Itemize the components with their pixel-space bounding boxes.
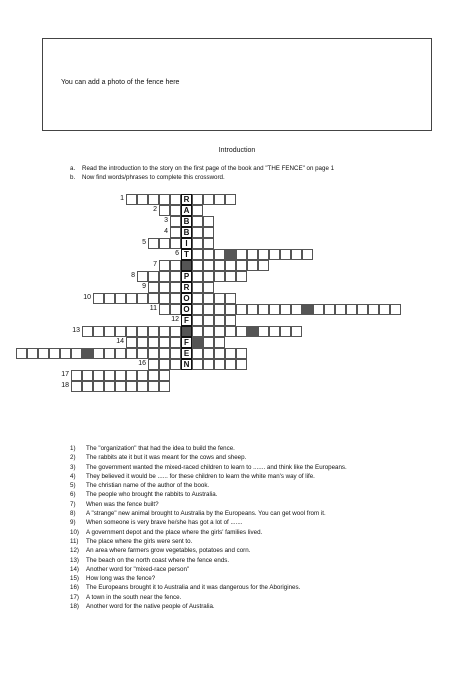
clue-item <box>70 463 356 472</box>
clue-number: 7) <box>70 500 76 508</box>
answer-cell[interactable] <box>192 216 203 227</box>
clue-row-number: 18 <box>61 382 69 389</box>
answer-cell[interactable] <box>159 271 170 282</box>
clue-number: 3) <box>70 463 76 471</box>
clue-text: A government depot and the place where the girls' families lived. <box>86 528 263 536</box>
clue-item <box>70 444 356 453</box>
answer-cell[interactable] <box>148 337 159 348</box>
answer-cell[interactable] <box>170 293 181 304</box>
clue-text: When someone is very brave he/she has got a lot of ....... <box>86 519 243 527</box>
clue-number: 16) <box>70 584 79 592</box>
answer-cell[interactable] <box>203 216 214 227</box>
answer-cell[interactable] <box>236 359 247 370</box>
answer-cell[interactable] <box>192 293 203 304</box>
shaded-cell <box>181 260 192 271</box>
answer-cell[interactable] <box>214 271 225 282</box>
answer-cell[interactable] <box>159 293 170 304</box>
answer-cell[interactable] <box>269 326 280 337</box>
answer-cell[interactable] <box>148 326 159 337</box>
clue-text: The christian name of the author of the book. <box>86 482 210 490</box>
clue-text: The people who brought the rabbits to Australia. <box>86 491 218 499</box>
clue-item <box>70 490 356 499</box>
answer-cell[interactable] <box>236 249 247 260</box>
answer-cell[interactable] <box>225 348 236 359</box>
answer-cell[interactable] <box>236 260 247 271</box>
clue-row-number: 6 <box>175 250 179 257</box>
answer-cell[interactable] <box>170 271 181 282</box>
answer-cell[interactable] <box>82 370 93 381</box>
answer-cell[interactable] <box>258 326 269 337</box>
clue-text: When was the fence built? <box>86 500 159 508</box>
answer-cell[interactable] <box>192 238 203 249</box>
answer-cell[interactable] <box>137 293 148 304</box>
instruction-b <box>70 174 225 181</box>
answer-cell[interactable] <box>126 348 137 359</box>
answer-cell[interactable] <box>214 315 225 326</box>
shaded-cell <box>82 348 93 359</box>
answer-cell[interactable] <box>225 326 236 337</box>
answer-cell[interactable] <box>258 249 269 260</box>
clue-row-number: 5 <box>142 239 146 246</box>
answer-cell[interactable] <box>203 282 214 293</box>
key-letter-cell[interactable]: A <box>181 205 192 216</box>
clue-number: 13) <box>70 556 79 564</box>
answer-cell[interactable] <box>203 293 214 304</box>
answer-cell[interactable] <box>192 315 203 326</box>
answer-cell[interactable] <box>16 348 27 359</box>
clue-list <box>70 444 356 611</box>
answer-cell[interactable] <box>115 348 126 359</box>
answer-cell[interactable] <box>214 260 225 271</box>
clue-number: 14) <box>70 565 79 573</box>
answer-cell[interactable] <box>159 359 170 370</box>
answer-cell[interactable] <box>225 260 236 271</box>
answer-cell[interactable] <box>203 337 214 348</box>
answer-cell[interactable] <box>170 282 181 293</box>
clue-text: Another word for the native people of Australia. <box>86 603 215 611</box>
key-letter-cell[interactable]: F <box>181 337 192 348</box>
answer-cell[interactable] <box>148 194 159 205</box>
clue-item <box>70 518 356 527</box>
answer-cell[interactable] <box>82 326 93 337</box>
answer-cell[interactable] <box>192 304 203 315</box>
answer-cell[interactable] <box>148 359 159 370</box>
answer-cell[interactable] <box>159 304 170 315</box>
answer-cell[interactable] <box>126 293 137 304</box>
answer-cell[interactable] <box>148 370 159 381</box>
intro-title: Introduction <box>218 147 256 154</box>
clue-item <box>70 509 356 518</box>
answer-cell[interactable] <box>104 348 115 359</box>
answer-cell[interactable] <box>126 370 137 381</box>
answer-cell[interactable] <box>148 271 159 282</box>
key-letter-cell[interactable]: R <box>181 194 192 205</box>
answer-cell[interactable] <box>115 326 126 337</box>
answer-cell[interactable] <box>203 238 214 249</box>
answer-cell[interactable] <box>269 304 280 315</box>
instruction-text: Read the introduction to the story on the first page of the book and "THE FENCE" on page 1 <box>82 165 335 172</box>
answer-cell[interactable] <box>214 249 225 260</box>
answer-cell[interactable] <box>137 194 148 205</box>
answer-cell[interactable] <box>192 227 203 238</box>
answer-cell[interactable] <box>247 304 258 315</box>
clue-number: 8) <box>70 510 76 518</box>
instruction-mark: b. <box>70 174 76 181</box>
answer-cell[interactable] <box>148 282 159 293</box>
answer-cell[interactable] <box>346 304 357 315</box>
answer-cell[interactable] <box>324 304 335 315</box>
clue-text: A town in the south near the fence. <box>86 593 182 601</box>
answer-cell[interactable] <box>247 249 258 260</box>
answer-cell[interactable] <box>236 271 247 282</box>
answer-cell[interactable] <box>291 304 302 315</box>
answer-cell[interactable] <box>137 370 148 381</box>
answer-cell[interactable] <box>170 227 181 238</box>
clue-number: 11) <box>70 537 79 545</box>
answer-cell[interactable] <box>379 304 390 315</box>
key-letter-cell[interactable]: R <box>181 282 192 293</box>
clue-number: 2) <box>70 454 76 462</box>
answer-cell[interactable] <box>148 238 159 249</box>
answer-cell[interactable] <box>214 194 225 205</box>
photo-placeholder-box <box>42 38 432 131</box>
answer-cell[interactable] <box>225 359 236 370</box>
clue-text: How long was the fence? <box>86 575 156 583</box>
answer-cell[interactable] <box>357 304 368 315</box>
answer-cell[interactable] <box>115 381 126 392</box>
answer-cell[interactable] <box>38 348 49 359</box>
clue-row-number: 4 <box>164 228 168 235</box>
clue-number: 5) <box>70 482 76 490</box>
answer-cell[interactable] <box>192 260 203 271</box>
shaded-cell <box>302 304 313 315</box>
answer-cell[interactable] <box>258 260 269 271</box>
answer-cell[interactable] <box>159 337 170 348</box>
clue-number: 12) <box>70 547 79 555</box>
answer-cell[interactable] <box>159 194 170 205</box>
answer-cell[interactable] <box>126 194 137 205</box>
shaded-cell <box>181 326 192 337</box>
clue-row-number: 1 <box>120 195 124 202</box>
answer-cell[interactable] <box>291 326 302 337</box>
instruction-mark: a. <box>70 165 76 172</box>
answer-cell[interactable] <box>203 348 214 359</box>
answer-cell[interactable] <box>115 293 126 304</box>
answer-cell[interactable] <box>225 194 236 205</box>
answer-cell[interactable] <box>104 293 115 304</box>
instruction-text: Now find words/phrases to complete this crossword. <box>82 174 225 181</box>
answer-cell[interactable] <box>93 326 104 337</box>
answer-cell[interactable] <box>280 304 291 315</box>
clue-text: Another word for "mixed-race person" <box>86 565 190 573</box>
answer-cell[interactable] <box>170 359 181 370</box>
answer-cell[interactable] <box>170 337 181 348</box>
answer-cell[interactable] <box>291 249 302 260</box>
answer-cell[interactable] <box>203 304 214 315</box>
answer-cell[interactable] <box>148 348 159 359</box>
clue-item <box>70 574 356 583</box>
answer-cell[interactable] <box>214 304 225 315</box>
key-letter-cell[interactable]: O <box>181 293 192 304</box>
answer-cell[interactable] <box>148 293 159 304</box>
answer-cell[interactable] <box>214 326 225 337</box>
answer-cell[interactable] <box>170 194 181 205</box>
key-letter-cell[interactable]: B <box>181 227 192 238</box>
answer-cell[interactable] <box>49 348 60 359</box>
clue-number: 17) <box>70 593 79 601</box>
answer-cell[interactable] <box>170 326 181 337</box>
answer-cell[interactable] <box>170 205 181 216</box>
answer-cell[interactable] <box>115 370 126 381</box>
answer-cell[interactable] <box>148 381 159 392</box>
answer-cell[interactable] <box>203 359 214 370</box>
answer-cell[interactable] <box>159 282 170 293</box>
answer-cell[interactable] <box>71 348 82 359</box>
shaded-cell <box>225 249 236 260</box>
clue-text: An area where farmers grow vegetables, potatoes and corn. <box>86 547 251 555</box>
answer-cell[interactable] <box>214 293 225 304</box>
key-letter-cell[interactable]: B <box>181 216 192 227</box>
clue-text: The rabbits ate it but it was meant for the cows and sheep. <box>86 454 247 462</box>
answer-cell[interactable] <box>203 271 214 282</box>
clue-row-number: 17 <box>61 371 69 378</box>
answer-cell[interactable] <box>192 282 203 293</box>
answer-cell[interactable] <box>93 348 104 359</box>
answer-cell[interactable] <box>137 326 148 337</box>
answer-cell[interactable] <box>71 381 82 392</box>
clue-text: The government wanted the mixed-raced children to learn to ....... and think like the Europeans. <box>86 463 347 471</box>
clue-item <box>70 500 356 509</box>
answer-cell[interactable] <box>225 271 236 282</box>
answer-cell[interactable] <box>280 249 291 260</box>
clue-item <box>70 546 356 555</box>
answer-cell[interactable] <box>247 260 258 271</box>
clue-item <box>70 565 356 574</box>
key-letter-cell[interactable]: T <box>181 249 192 260</box>
answer-cell[interactable] <box>104 326 115 337</box>
answer-cell[interactable] <box>82 381 93 392</box>
answer-cell[interactable] <box>258 304 269 315</box>
answer-cell[interactable] <box>203 326 214 337</box>
answer-cell[interactable] <box>60 348 71 359</box>
clue-row-number: 12 <box>171 316 179 323</box>
clue-item <box>70 593 356 602</box>
answer-cell[interactable] <box>225 315 236 326</box>
clue-number: 10) <box>70 528 79 536</box>
key-letter-cell[interactable]: O <box>181 304 192 315</box>
answer-cell[interactable] <box>335 304 346 315</box>
answer-cell[interactable] <box>192 326 203 337</box>
clue-number: 18) <box>70 603 79 611</box>
clue-row-number: 7 <box>153 261 157 268</box>
answer-cell[interactable] <box>236 348 247 359</box>
clue-item <box>70 453 356 462</box>
key-letter-cell[interactable]: E <box>181 348 192 359</box>
answer-cell[interactable] <box>93 370 104 381</box>
answer-cell[interactable] <box>27 348 38 359</box>
answer-cell[interactable] <box>137 381 148 392</box>
clue-item <box>70 472 356 481</box>
clue-item <box>70 583 356 592</box>
clue-number: 9) <box>70 519 76 527</box>
clue-row-number: 3 <box>164 217 168 224</box>
clue-item <box>70 602 356 611</box>
clue-item <box>70 481 356 490</box>
key-letter-cell[interactable]: P <box>181 271 192 282</box>
answer-cell[interactable] <box>104 370 115 381</box>
answer-cell[interactable] <box>159 348 170 359</box>
answer-cell[interactable] <box>192 194 203 205</box>
answer-cell[interactable] <box>214 348 225 359</box>
answer-cell[interactable] <box>170 238 181 249</box>
instruction-a <box>70 165 334 172</box>
answer-cell[interactable] <box>159 260 170 271</box>
answer-cell[interactable] <box>214 359 225 370</box>
answer-cell[interactable] <box>203 227 214 238</box>
clue-row-number: 9 <box>142 283 146 290</box>
clue-number: 4) <box>70 472 76 480</box>
clue-row-number: 2 <box>153 206 157 213</box>
clue-row-number: 8 <box>131 272 135 279</box>
answer-cell[interactable] <box>302 249 313 260</box>
clue-text: The place where the girls were sent to. <box>86 537 193 545</box>
clue-row-number: 10 <box>83 294 91 301</box>
answer-cell[interactable] <box>192 359 203 370</box>
answer-cell[interactable] <box>104 381 115 392</box>
answer-cell[interactable] <box>236 304 247 315</box>
key-letter-cell[interactable]: F <box>181 315 192 326</box>
clue-row-number: 13 <box>72 327 80 334</box>
clue-text: The "organization" that had the idea to build the fence. <box>86 445 235 452</box>
answer-cell[interactable] <box>71 370 82 381</box>
answer-cell[interactable] <box>159 370 170 381</box>
answer-cell[interactable] <box>159 381 170 392</box>
answer-cell[interactable] <box>236 326 247 337</box>
photo-placeholder-text: You can add a photo of the fence here <box>61 79 180 86</box>
clue-text: A "strange" new animal brought to Australia by the Europeans. You can get wool from it. <box>86 510 326 518</box>
clue-number: 1) <box>70 445 76 452</box>
clue-text: The Europeans brought it to Australia and it was dangerous for the Aborigines. <box>86 584 301 592</box>
answer-cell[interactable] <box>368 304 379 315</box>
answer-cell[interactable] <box>192 271 203 282</box>
answer-cell[interactable] <box>93 293 104 304</box>
answer-cell[interactable] <box>159 326 170 337</box>
clue-item <box>70 556 356 565</box>
clue-item <box>70 537 356 546</box>
answer-cell[interactable] <box>137 271 148 282</box>
clue-number: 15) <box>70 575 79 583</box>
answer-cell[interactable] <box>126 337 137 348</box>
answer-cell[interactable] <box>192 348 203 359</box>
answer-cell[interactable] <box>280 326 291 337</box>
clue-row-number: 16 <box>138 360 146 367</box>
answer-cell[interactable] <box>225 293 236 304</box>
answer-cell[interactable] <box>225 304 236 315</box>
answer-cell[interactable] <box>269 249 280 260</box>
clue-item <box>70 528 356 537</box>
answer-cell[interactable] <box>170 348 181 359</box>
answer-cell[interactable] <box>390 304 401 315</box>
answer-cell[interactable] <box>159 205 170 216</box>
answer-cell[interactable] <box>203 315 214 326</box>
answer-cell[interactable] <box>214 337 225 348</box>
answer-cell[interactable] <box>192 249 203 260</box>
answer-cell[interactable] <box>313 304 324 315</box>
shaded-cell <box>192 337 203 348</box>
answer-cell[interactable] <box>203 260 214 271</box>
answer-cell[interactable] <box>203 194 214 205</box>
answer-cell[interactable] <box>170 216 181 227</box>
clue-row-number: 11 <box>149 305 157 312</box>
answer-cell[interactable] <box>170 260 181 271</box>
answer-cell[interactable] <box>159 238 170 249</box>
answer-cell[interactable] <box>137 337 148 348</box>
key-letter-cell[interactable]: I <box>181 238 192 249</box>
answer-cell[interactable] <box>203 249 214 260</box>
answer-cell[interactable] <box>192 205 203 216</box>
answer-cell[interactable] <box>170 304 181 315</box>
answer-cell[interactable] <box>137 348 148 359</box>
key-letter-cell[interactable]: N <box>181 359 192 370</box>
clue-text: They believed it would be ...... for these children to learn the white man's way of life. <box>86 472 315 480</box>
answer-cell[interactable] <box>126 381 137 392</box>
answer-cell[interactable] <box>126 326 137 337</box>
clue-number: 6) <box>70 491 76 499</box>
shaded-cell <box>247 326 258 337</box>
answer-cell[interactable] <box>93 381 104 392</box>
clue-text: The beach on the north coast where the fence ends. <box>86 556 230 564</box>
clue-row-number: 14 <box>116 338 124 345</box>
